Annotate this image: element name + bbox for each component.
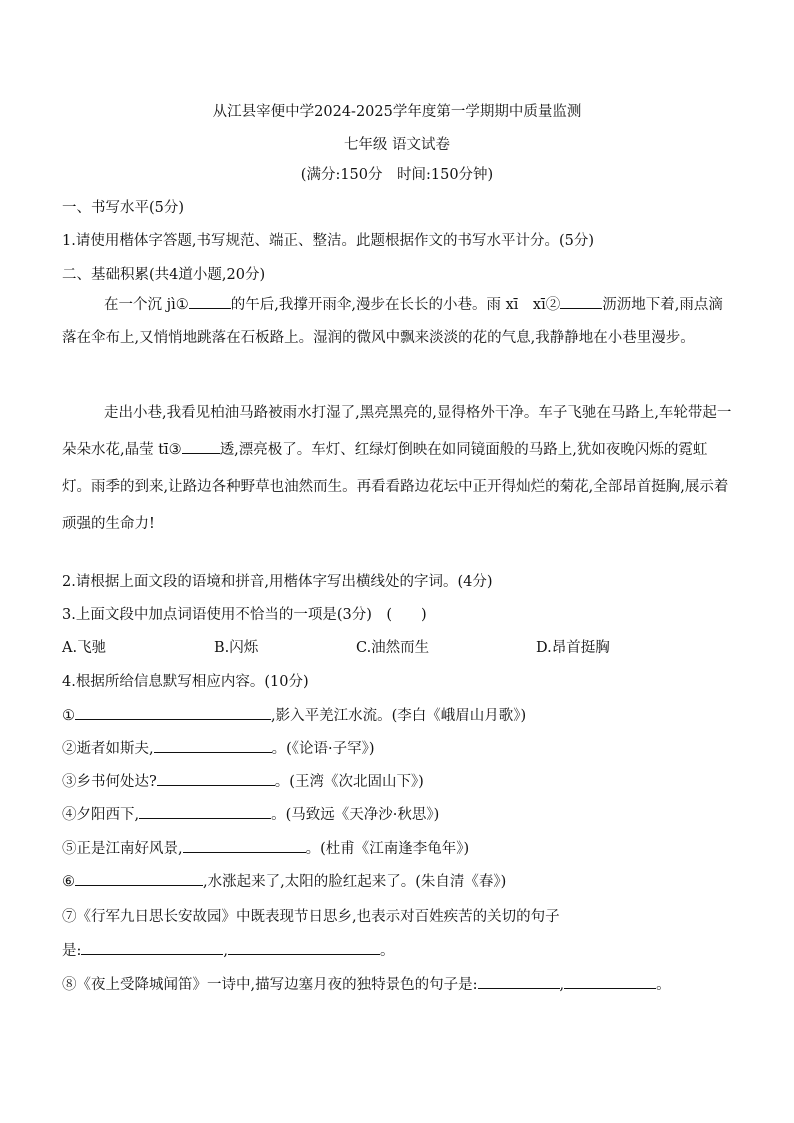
section1-heading: 一、书写水平(5分)	[62, 200, 185, 216]
recite-blank-6[interactable]	[75, 870, 203, 886]
passage-paragraph-1	[62, 289, 734, 355]
recite-blank-4[interactable]	[139, 803, 271, 819]
blank-1[interactable]	[189, 293, 231, 309]
item6-text: ,水涨起来了,太阳的脸红起来了。(朱自清《春》)	[203, 874, 507, 890]
recite-item-3	[62, 770, 424, 791]
recite-item-5	[62, 837, 469, 858]
item7-end: 。	[380, 943, 395, 959]
question-2: 2.请根据上面文段的语境和拼音,用楷体字写出横线处的字词。(4分)	[62, 574, 493, 590]
recite-item-8	[62, 973, 671, 994]
recite-blank-8a[interactable]	[478, 973, 560, 989]
item7-comma: ,	[223, 943, 228, 959]
item2-end: 。(《论语·子罕》)	[271, 741, 375, 757]
recite-blank-5[interactable]	[183, 837, 306, 853]
recite-item-4	[62, 803, 439, 824]
recite-blank-2[interactable]	[154, 737, 272, 753]
recite-item-1	[62, 704, 526, 725]
section2-heading: 二、基础积累(共4道小题,20分)	[62, 267, 266, 283]
p2-text-2: 透,漂亮极了。车灯、红绿灯倒映在如同镜面般的马路上,犹如夜晚闪烁的霓虹灯。雨季的到来,让路边各种野草也油然而生。再看看路边花坛中正开得灿烂的菊花,全部昂首挺胸,展示着顽强的生命力!	[62, 442, 729, 532]
option-b[interactable]: B.闪烁	[214, 640, 259, 656]
passage-paragraph-2	[62, 395, 734, 543]
recite-item-7: ⑦《行军九日思长安故园》中既表现节日思乡,也表示对百姓疾苦的关切的句子	[62, 909, 560, 925]
recite-item-7-answer	[62, 939, 395, 960]
recite-blank-1[interactable]	[75, 704, 271, 720]
question-1: 1.请使用楷体字答题,书写规范、端正、整洁。此题根据作文的书写水平计分。(5分)	[62, 233, 594, 249]
item1-text: ,影入平羌江水流。(李白《峨眉山月歌》)	[271, 708, 527, 724]
question-3: 3.上面文段中加点词语使用不恰当的一项是(3分) ( )	[62, 607, 427, 623]
exam-info: (满分:150分 时间:150分钟)	[300, 167, 494, 183]
item4-end: 。(马致远《天净沙·秋思》)	[271, 807, 440, 823]
item8-text: ⑧《夜上受降城闻笛》一诗中,描写边塞月夜的独特景色的句子是:	[62, 977, 478, 993]
item8-end: 。	[656, 977, 671, 993]
item6-num: ⑥	[62, 874, 75, 890]
p1-text-2: 的午后,我撑开雨伞,漫步在长长的小巷。雨 xī xī②	[230, 297, 561, 313]
item4-text: ④夕阳西下,	[62, 807, 140, 823]
blank-2[interactable]	[560, 293, 602, 309]
p2-text-1: 走出小巷,我看见柏油马路被雨水打湿了,黑亮黑亮的,显得格外干净。车子飞驰在马路上,车轮带起一朵朵水花,晶莹 tī③	[62, 405, 732, 458]
item7-b: 是:	[62, 943, 82, 959]
recite-item-6	[62, 870, 506, 891]
question-3-options	[62, 636, 610, 657]
item8-comma: ,	[559, 977, 565, 993]
exam-title: 从江县宰便中学2024-2025学年度第一学期期中质量监测	[212, 104, 582, 120]
option-c[interactable]: C.油然而生	[356, 640, 430, 656]
option-d[interactable]: D.昂首挺胸	[536, 640, 610, 656]
recite-item-2	[62, 737, 375, 758]
exam-subtitle: 七年级 语文试卷	[343, 137, 451, 153]
item1-num: ①	[62, 708, 75, 724]
item3-end: 。(王湾《次北固山下》)	[274, 774, 424, 790]
item3-text: ③乡书何处达?	[62, 774, 157, 790]
recite-blank-3[interactable]	[157, 770, 275, 786]
recite-blank-7b[interactable]	[228, 939, 380, 955]
p1-text-1: 在一个沉 jì①	[104, 297, 189, 313]
option-a[interactable]: A.飞驰	[62, 640, 107, 656]
blank-3[interactable]	[182, 438, 220, 454]
p1-text-3: 沥沥地下着,雨点滴落在伞布上,又悄悄地跳落在石板路上。湿润的微风中飘来淡淡的花的气息,我静静地在小巷里漫步。	[62, 297, 723, 346]
recite-blank-8b[interactable]	[564, 973, 656, 989]
question-4: 4.根据所给信息默写相应内容。(10分)	[62, 674, 309, 690]
recite-blank-7a[interactable]	[81, 939, 223, 955]
item2-text: ②逝者如斯夫,	[62, 741, 154, 757]
item5-end: 。(杜甫《江南逢李龟年》)	[305, 841, 470, 857]
item5-text: ⑤正是江南好风景,	[62, 841, 183, 857]
